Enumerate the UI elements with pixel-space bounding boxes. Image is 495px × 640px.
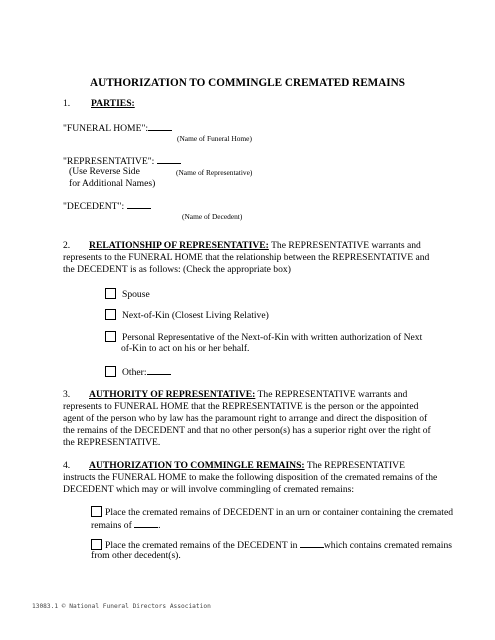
funeral-home-blank[interactable] — [148, 121, 172, 131]
commingle-option-1-period: . — [158, 520, 161, 531]
spouse-label: Spouse — [122, 289, 150, 300]
representative-hint: (Name of Representative) — [176, 168, 253, 177]
section-4-line-3: DECEDENT which may or will involve commingling of cremated remains: — [63, 484, 355, 495]
section-4-line-1 — [63, 460, 405, 472]
decedent-row — [63, 199, 151, 213]
other-blank[interactable] — [147, 365, 171, 375]
option-other[interactable] — [105, 365, 171, 379]
representative-note-2: for Additional Names) — [69, 178, 156, 189]
section-1-heading: PARTIES: — [91, 98, 135, 109]
personal-representative-checkbox[interactable] — [105, 331, 116, 342]
decedent-label: "DECEDENT": — [63, 201, 125, 212]
section-4-number: 4. — [63, 460, 71, 471]
spouse-checkbox[interactable] — [105, 288, 116, 299]
document-title: AUTHORIZATION TO COMMINGLE CREMATED REMAINS — [90, 77, 405, 89]
section-3-heading: AUTHORITY OF REPRESENTATIVE: — [89, 389, 256, 400]
option-next-of-kin[interactable] — [105, 309, 269, 322]
section-2-line-3: the DECEDENT is as follows: (Check the appropriate box) — [63, 264, 291, 275]
funeral-home-row — [63, 121, 172, 135]
section-4-heading: AUTHORIZATION TO COMMINGLE REMAINS: — [89, 460, 305, 471]
representative-label: "REPRESENTATIVE": — [63, 156, 155, 167]
section-1-number: 1. — [63, 98, 71, 109]
section-2-text-1: The REPRESENTATIVE warrants and — [268, 240, 421, 251]
commingle-option-1-text: Place the cremated remains of DECEDENT in an urn or container containing the cremated — [105, 507, 453, 518]
other-label: Other: — [122, 367, 147, 378]
next-of-kin-label: Next-of-Kin (Closest Living Relative) — [122, 310, 269, 321]
representative-note-1: (Use Reverse Side — [69, 166, 140, 177]
section-4-text-1: The REPRESENTATIVE — [304, 460, 405, 471]
personal-representative-label-1: Personal Representative of the Next-of-Kin with written authorization of Next — [122, 332, 423, 343]
commingle-option-1-line-2 — [91, 518, 161, 532]
section-4-line-2: instructs the FUNERAL HOME to make the following disposition of the cremated remains of the — [63, 472, 438, 483]
section-3-number: 3. — [63, 389, 71, 400]
section-2-heading: RELATIONSHIP OF REPRESENTATIVE: — [89, 240, 269, 251]
commingle-option-1-checkbox[interactable] — [91, 506, 102, 517]
commingle-option-1-text-2: remains of — [91, 520, 132, 531]
section-2-line-2: represents to the FUNERAL HOME that the relationship between the REPRESENTATIVE and — [63, 252, 430, 263]
option-spouse[interactable] — [105, 288, 150, 301]
commingle-option-1-blank[interactable] — [134, 518, 158, 528]
decedent-blank[interactable] — [127, 199, 151, 209]
section-3-line-4: the remains of the DECEDENT and that no other person(s) has a superior right over the right of — [63, 425, 431, 436]
section-3-line-5: the REPRESENTATIVE. — [63, 437, 161, 448]
section-2-line-1 — [63, 240, 421, 252]
commingle-option-2-text: Place the cremated remains of the DECEDENT in — [105, 540, 298, 551]
representative-blank[interactable] — [157, 154, 181, 164]
commingle-option-2-checkbox[interactable] — [91, 539, 102, 550]
personal-representative-label-2: of-Kin to act on his or her behalf. — [121, 343, 250, 354]
commingle-option-2-text-mid: which contains cremated remains — [323, 540, 452, 551]
other-checkbox[interactable] — [105, 366, 116, 377]
section-3-line-2: represents to FUNERAL HOME that the REPRESENTATIVE is the person or the appointed — [63, 401, 419, 412]
footer-copyright: 13083.1 © National Funeral Directors Association — [32, 603, 211, 610]
section-3-text-1: The REPRESENTATIVE warrants and — [255, 389, 408, 400]
commingle-option-2-blank[interactable] — [300, 538, 324, 548]
funeral-home-label: "FUNERAL HOME": — [63, 123, 149, 134]
section-3-line-3: agent of the person who by law has the paramount right to arrange and direct the disposition of — [63, 413, 428, 424]
funeral-home-hint: (Name of Funeral Home) — [177, 134, 252, 143]
decedent-hint: (Name of Decedent) — [182, 212, 243, 221]
commingle-option-2-line-2: from other decedent(s). — [91, 550, 181, 561]
next-of-kin-checkbox[interactable] — [105, 309, 116, 320]
section-2-number: 2. — [63, 240, 71, 251]
section-3-line-1 — [63, 389, 407, 401]
